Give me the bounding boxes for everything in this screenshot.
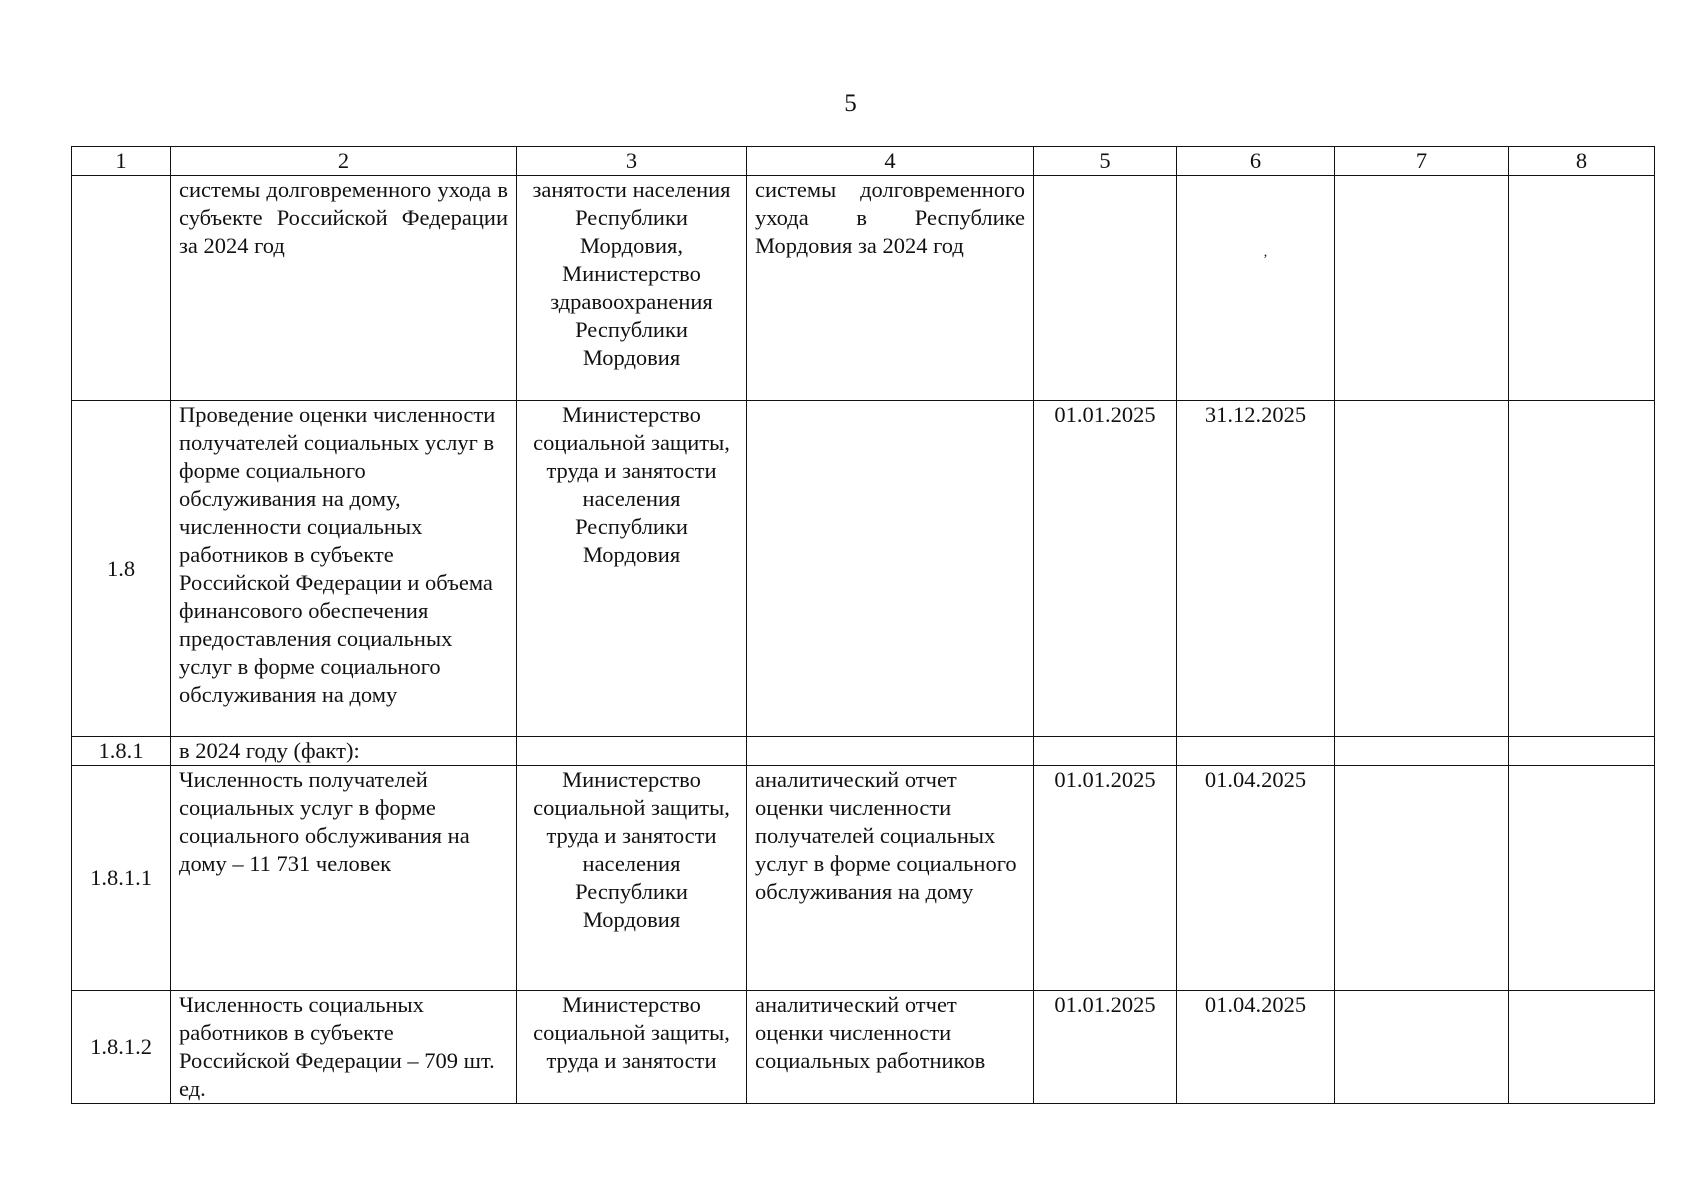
row-name: Численность получателей социальных услуг в форме социального обслуживания на дому – 11 731 человек	[171, 766, 517, 991]
row-number: 1.8.1	[72, 737, 171, 766]
header-cell: 5	[1034, 147, 1177, 176]
row-col8	[1509, 176, 1655, 401]
row-result	[747, 401, 1034, 737]
header-cell: 6	[1177, 147, 1335, 176]
table-row	[72, 737, 1655, 766]
row-responsible: Министерство социальной защиты, труда и занятости населения Республики Мордовия	[517, 401, 747, 737]
row-result: системы долговременного ухода в Республике Мордовия за 2024 год	[747, 176, 1034, 401]
page-number: 5	[844, 90, 857, 117]
table-row	[72, 176, 1655, 401]
row-start-date: 01.01.2025	[1034, 991, 1177, 1104]
row-col8	[1509, 991, 1655, 1104]
header-cell: 8	[1509, 147, 1655, 176]
row-end-date: 01.04.2025	[1177, 991, 1335, 1104]
header-cell: 2	[171, 147, 517, 176]
row-name: Проведение оценки численности получателей социальных услуг в форме социального обслуживания на дому, численности социальных работников в субъекте Российской Федерации и объема финансового обеспечения предоставления социальных услуг в форме социального обслуживания на дому	[171, 401, 517, 737]
table-row	[72, 991, 1655, 1104]
stray-mark: ,	[1263, 245, 1268, 260]
row-number: 1.8.1.2	[72, 991, 171, 1104]
row-col7	[1335, 401, 1509, 737]
row-responsible: Министерство социальной защиты, труда и занятости населения Республики Мордовия	[517, 766, 747, 991]
row-col8	[1509, 766, 1655, 991]
row-start-date	[1034, 176, 1177, 401]
row-start-date: 01.01.2025	[1034, 766, 1177, 991]
row-col7	[1335, 991, 1509, 1104]
row-col8	[1509, 401, 1655, 737]
row-responsible: занятости населения Республики Мордовия, Министерство здравоохранения Республики Мордовия	[517, 176, 747, 401]
row-col7	[1335, 766, 1509, 991]
row-result: аналитический отчет оценки численности социальных работников	[747, 991, 1034, 1104]
row-col7	[1335, 737, 1509, 766]
row-name: Численность социальных работников в субъекте Российской Федерации – 709 шт. ед.	[171, 991, 517, 1104]
row-end-date	[1177, 176, 1335, 401]
header-row	[72, 147, 1655, 176]
row-end-date: 31.12.2025	[1177, 401, 1335, 737]
row-col7	[1335, 176, 1509, 401]
row-name: в 2024 году (факт):	[171, 737, 517, 766]
row-result	[747, 737, 1034, 766]
row-col8	[1509, 737, 1655, 766]
header-cell: 1	[72, 147, 171, 176]
row-result: аналитический отчет оценки численности получателей социальных услуг в форме социального обслуживания на дому	[747, 766, 1034, 991]
row-start-date: 01.01.2025	[1034, 401, 1177, 737]
table-row	[72, 401, 1655, 737]
row-number: 1.8.1.1	[72, 766, 171, 991]
header-cell: 4	[747, 147, 1034, 176]
header-cell: 3	[517, 147, 747, 176]
row-number: 1.8	[72, 401, 171, 737]
row-responsible: Министерство социальной защиты, труда и занятости	[517, 991, 747, 1104]
plan-table	[71, 146, 1655, 1104]
row-end-date	[1177, 737, 1335, 766]
row-start-date	[1034, 737, 1177, 766]
row-number	[72, 176, 171, 401]
header-cell: 7	[1335, 147, 1509, 176]
row-responsible	[517, 737, 747, 766]
table-row	[72, 766, 1655, 991]
row-name: системы долговременного ухода в субъекте Российской Федерации за 2024 год	[171, 176, 517, 401]
row-end-date: 01.04.2025	[1177, 766, 1335, 991]
